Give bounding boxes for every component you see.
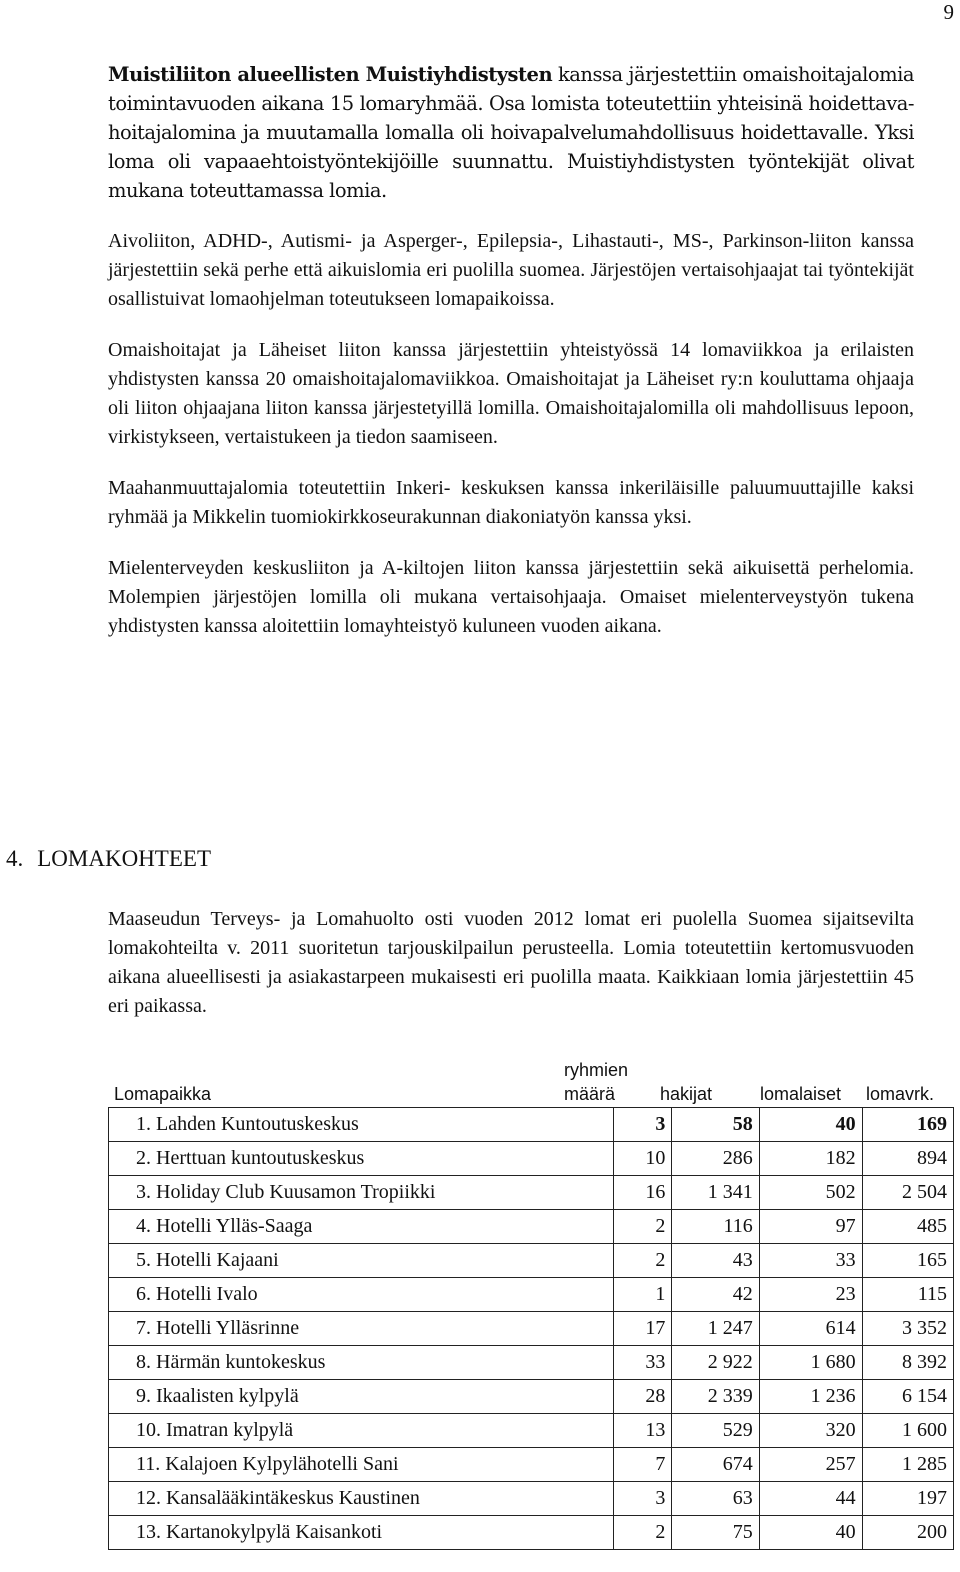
paragraph-maahanmuuttajat: Maahanmuuttajalomia toteutettiin Inkeri- keskuksen kanssa inkeriläisille paluumuuttajille kaksi ryhmää ja Mikkelin tuomiokirkkoseurakunnan diakoniatyön kanssa yksi. — [108, 477, 914, 528]
cell-applicants: 43 — [672, 1244, 759, 1278]
cell-groups: 3 — [614, 1482, 672, 1516]
cell-vacationers: 502 — [759, 1176, 862, 1210]
table-row — [109, 1448, 954, 1482]
cell-groups: 28 — [614, 1380, 672, 1414]
cell-vacationers: 257 — [759, 1448, 862, 1482]
cell-days: 200 — [862, 1516, 953, 1550]
cell-days: 1 285 — [862, 1448, 953, 1482]
paragraph-lead-bold: Muistiliiton alueellisten Muistiyhdistysten — [108, 63, 553, 86]
paragraph-muistiliitto — [108, 60, 914, 205]
table-row — [109, 1380, 954, 1414]
cell-days: 485 — [862, 1210, 953, 1244]
cell-days: 1 600 — [862, 1414, 953, 1448]
cell-place: 7. Hotelli Ylläsrinne — [109, 1312, 614, 1346]
cell-groups: 16 — [614, 1176, 672, 1210]
cell-vacationers: 320 — [759, 1414, 862, 1448]
section-heading — [6, 846, 211, 872]
cell-days: 3 352 — [862, 1312, 953, 1346]
cell-groups: 1 — [614, 1278, 672, 1312]
table-body — [109, 1108, 954, 1550]
cell-days: 6 154 — [862, 1380, 953, 1414]
table-row — [109, 1346, 954, 1380]
cell-groups: 33 — [614, 1346, 672, 1380]
header-vacationers: lomalaiset — [760, 1084, 842, 1104]
table-row — [109, 1482, 954, 1516]
cell-groups: 2 — [614, 1516, 672, 1550]
cell-place: 12. Kansalääkintäkeskus Kaustinen — [109, 1482, 614, 1516]
paragraph-text: kanssa järjestettiin omaishoitajalomia toimintavuoden aikana 15 lomaryhmää. Osa lomista toteutettiin yhteisinä hoidettava-hoitajalomina ja muutamalla lomalla oli hoivapalvelumahdollisuus hoidettavalle. Yksi loma oli vapaaehtoistyöntekijöille suunnattu. Muistiyhdistysten työntekijät olivat mukana toteuttamassa lomia. — [108, 63, 914, 202]
header-place: Lomapaikka — [114, 1084, 212, 1104]
table-row — [109, 1210, 954, 1244]
cell-place: 5. Hotelli Kajaani — [109, 1244, 614, 1278]
cell-groups: 17 — [614, 1312, 672, 1346]
header-groups — [564, 1058, 654, 1106]
cell-vacationers: 44 — [759, 1482, 862, 1516]
header-groups-line2: määrä — [564, 1084, 616, 1104]
cell-days: 169 — [862, 1108, 953, 1142]
cell-place: 13. Kartanokylpylä Kaisankoti — [109, 1516, 614, 1550]
table-row — [109, 1414, 954, 1448]
cell-applicants: 2 339 — [672, 1380, 759, 1414]
cell-place: 2. Herttuan kuntoutuskeskus — [109, 1142, 614, 1176]
paragraph-lomakohteet: Maaseudun Terveys- ja Lomahuolto osti vuoden 2012 lomat eri puolella Suomea sijaitsevilta lomakohteilta v. 2011 suoritetun tarjouskilpailun perusteella. Lomia toteutettiin kertomusvuoden aikana alueellisesti ja asiakastarpeen mukaisesti eri puolilla maata. Kaikkiaan lomia järjestettiin 45 eri paikassa. — [108, 908, 914, 1017]
body-text — [108, 60, 914, 663]
cell-place: 1. Lahden Kuntoutuskeskus — [109, 1108, 614, 1142]
cell-groups: 13 — [614, 1414, 672, 1448]
paragraph-mielenterveys: Mielenterveyden keskusliiton ja A-kiltojen liiton kanssa järjestettiin sekä aikuisettä perhelomia. Molempien järjestöjen lomilla oli mukana vertaisohjaaja. Omaiset mielenterveystyön tukena yhdistysten kanssa aloitettiin lomayhteistyö kuluneen vuoden aikana. — [108, 557, 914, 637]
cell-vacationers: 1 236 — [759, 1380, 862, 1414]
cell-applicants: 1 247 — [672, 1312, 759, 1346]
table-row — [109, 1312, 954, 1346]
cell-applicants: 529 — [672, 1414, 759, 1448]
cell-applicants: 674 — [672, 1448, 759, 1482]
cell-vacationers: 40 — [759, 1516, 862, 1550]
cell-applicants: 63 — [672, 1482, 759, 1516]
cell-vacationers: 40 — [759, 1108, 862, 1142]
cell-groups: 2 — [614, 1210, 672, 1244]
cell-place: 6. Hotelli Ivalo — [109, 1278, 614, 1312]
paragraph-aivoliitto: Aivoliiton, ADHD-, Autismi- ja Asperger-, Epilepsia-, Lihastauti-, MS-, Parkinson-liiton kanssa järjestettiin sekä perhe että aikuislomia eri puolilla suomea. Järjestöjen vertaisohjaajat tai työntekijät osallistuivat lomaohjelman toteutukseen lomapaikoissa. — [108, 230, 914, 310]
cell-groups: 2 — [614, 1244, 672, 1278]
cell-vacationers: 23 — [759, 1278, 862, 1312]
cell-place: 11. Kalajoen Kylpylähotelli Sani — [109, 1448, 614, 1482]
cell-groups: 7 — [614, 1448, 672, 1482]
cell-applicants: 1 341 — [672, 1176, 759, 1210]
cell-days: 8 392 — [862, 1346, 953, 1380]
cell-groups: 3 — [614, 1108, 672, 1142]
cell-place: 10. Imatran kylpylä — [109, 1414, 614, 1448]
cell-days: 115 — [862, 1278, 953, 1312]
cell-days: 2 504 — [862, 1176, 953, 1210]
cell-vacationers: 97 — [759, 1210, 862, 1244]
cell-days: 894 — [862, 1142, 953, 1176]
section-body — [108, 905, 914, 1043]
table-row — [109, 1516, 954, 1550]
cell-place: 3. Holiday Club Kuusamon Tropiikki — [109, 1176, 614, 1210]
table-header — [108, 1050, 954, 1106]
header-applicants: hakijat — [660, 1084, 713, 1104]
cell-applicants: 286 — [672, 1142, 759, 1176]
section-number: 4. — [6, 846, 24, 871]
table-row — [109, 1244, 954, 1278]
cell-applicants: 2 922 — [672, 1346, 759, 1380]
cell-applicants: 75 — [672, 1516, 759, 1550]
table-row — [109, 1176, 954, 1210]
cell-vacationers: 33 — [759, 1244, 862, 1278]
header-groups-line1: ryhmien — [564, 1060, 629, 1080]
paragraph-omaishoitajat: Omaishoitajat ja Läheiset liiton kanssa järjestettiin yhteistyössä 14 lomaviikkoa ja erilaisten yhdistysten kanssa 20 omaishoitajalomaviikkoa. Omaishoitajat ja Läheiset ry:n kouluttama ohjaaja oli liiton ohjaajana liiton kanssa järjestetyillä lomilla. Omaishoitajalomilla oli mahdollisuus lepoon, virkistykseen, vertaistukeen ja tiedon saamiseen. — [108, 339, 914, 448]
cell-vacationers: 614 — [759, 1312, 862, 1346]
page-number: 9 — [943, 0, 954, 24]
cell-place: 4. Hotelli Ylläs-Saaga — [109, 1210, 614, 1244]
table-row — [109, 1278, 954, 1312]
cell-vacationers: 182 — [759, 1142, 862, 1176]
cell-applicants: 58 — [672, 1108, 759, 1142]
cell-days: 197 — [862, 1482, 953, 1516]
cell-applicants: 116 — [672, 1210, 759, 1244]
cell-place: 9. Ikaalisten kylpylä — [109, 1380, 614, 1414]
cell-groups: 10 — [614, 1142, 672, 1176]
cell-place: 8. Härmän kuntokeskus — [109, 1346, 614, 1380]
cell-vacationers: 1 680 — [759, 1346, 862, 1380]
destinations-table — [108, 1107, 954, 1550]
cell-days: 165 — [862, 1244, 953, 1278]
section-title: LOMAKOHTEET — [37, 846, 211, 871]
table-row — [109, 1142, 954, 1176]
cell-applicants: 42 — [672, 1278, 759, 1312]
table-row — [109, 1108, 954, 1142]
header-days: lomavrk. — [866, 1084, 935, 1104]
